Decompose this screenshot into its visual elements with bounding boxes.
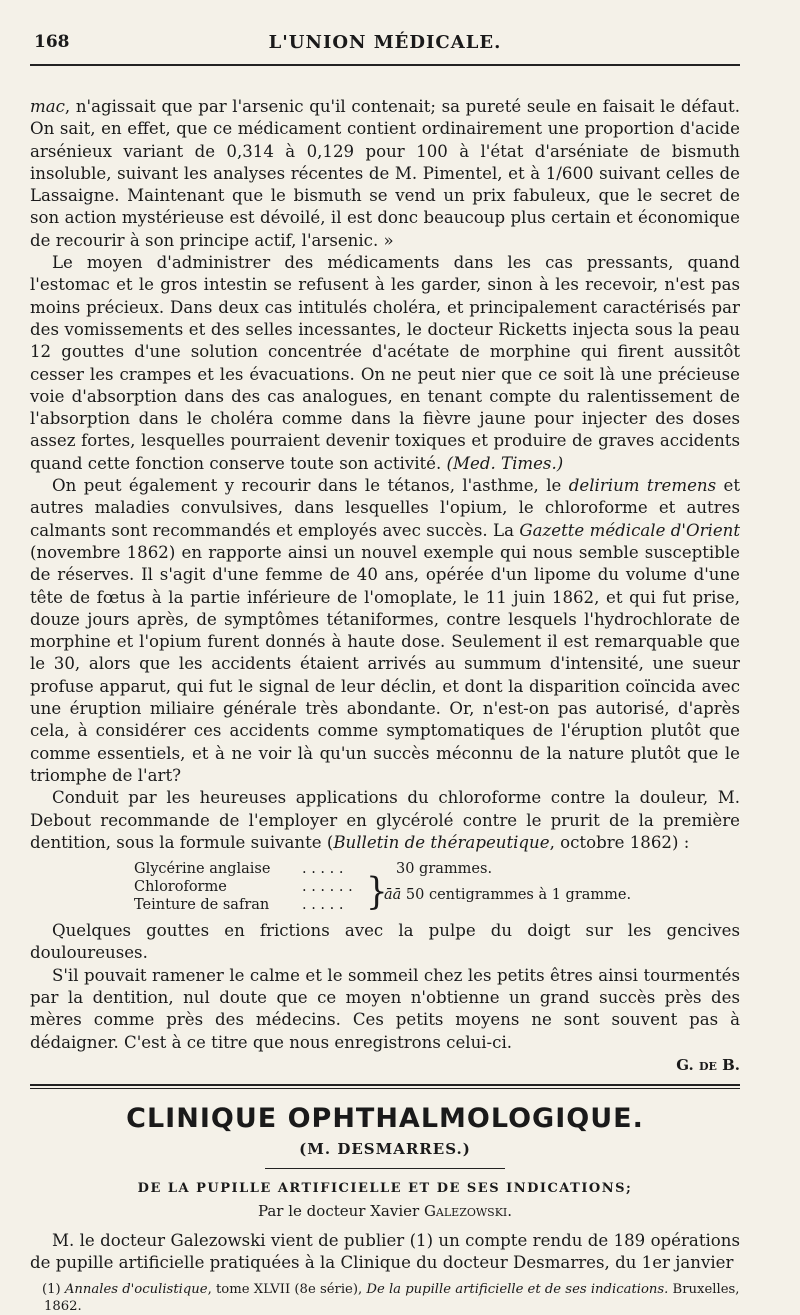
italic-journal: Gazette médicale d'Orient: [519, 520, 740, 540]
section-title: CLINIQUE OPHTHALMOLOGIQUE.: [126, 1103, 644, 1135]
signature: G. de B.: [676, 1055, 740, 1074]
article-author: [30, 1202, 740, 1220]
paragraph-1-text: , n'agissait que par l'arsenic qu'il contenait; sa pureté seule en faisait le défaut. On sait, en effet, que ce médicament contient ordinairement une proportion d'acide arsénieux variant de 0,314 à 0,129 pour 100 à l'état d'arséniate de bismuth insoluble, suivant les analyses récentes de M. Pimentel, et à 1/600 suivant celles de Lassaigne. Maintenant que le bismuth se vend un prix fabuleux, que le secret de son action mystérieuse est dévoilé, il est donc beaucoup plus certain et économique de recourir à son principe actif, l'arsenic. »: [30, 97, 740, 250]
paragraph-3-part-c: (novembre 1862) en rapporte ainsi un nouvel exemple qui nous semble susceptible de réserves. Il s'agit d'une femme de 40 ans, opérée d'un lipome du volume d'une tête de fœtus à la partie inférieure de l'omoplate, le 11 juin 1862, et qui fut prise, douze jours après, de symptômes tétaniformes, contre lesquels l'hydrochlorate de morphine et l'opium furent donnés à haute dose. Seulement il est remarquable que le 30, alors que les accidents étaient arrivés au summum d'intensité, une sueur profuse apparut, qui fut le signal de leur déclin, et dont la disparition coïncida avec une éruption miliaire générale très abondante. Or, n'est-on pas autorisé, d'après cela, à considérer ces accidents comme symptomatiques de l'éruption plutôt que comme essentiels, et à ne voir là qu'un succès méconnu de la nature plutôt que le triomphe de l'art?: [30, 542, 740, 785]
article-text: [30, 96, 740, 1076]
formula-dots: . . . . .: [302, 897, 344, 914]
paragraph-3-part-b: et autres maladies convulsives, dans lesquelles l'opium, le chloroforme et autres calmants sont recommandés et employés avec succès. La: [30, 476, 741, 540]
footnote-mid: , tome XLVII (8e série),: [207, 1281, 367, 1297]
paragraph-2: [30, 252, 740, 475]
formula-quantity-text: 50 centigrammes à 1 gramme.: [401, 887, 632, 904]
brace-glyph: }: [366, 870, 388, 915]
formula-ingredient: Glycérine anglaise: [134, 861, 271, 878]
italic-bulletin: Bulletin de thérapeutique: [333, 832, 550, 852]
paragraph-4-part-a: Conduit par les heureuses applications du chloroforme contre la douleur, M. Debout recommande de l'employer en glycérolé contre le prurit de la première dentition, sous la formule suivante (: [30, 788, 740, 852]
footnote-journal: Annales d'oculistique: [64, 1281, 208, 1297]
paragraph-4: [30, 787, 740, 854]
short-rule: [265, 1168, 505, 1169]
journal-title: L'UNION MÉDICALE.: [268, 32, 502, 53]
author-name: Galezowski.: [423, 1202, 513, 1221]
formula-quantity: 30 grammes.: [396, 861, 493, 878]
section-rule: [30, 1088, 740, 1089]
paragraph-3: [30, 475, 740, 787]
paragraph-4-part-b: , octobre 1862) :: [549, 832, 690, 852]
section-subtitle: (M. DESMARRES.): [299, 1140, 471, 1159]
footnote: [30, 1281, 740, 1315]
paragraph-5: Quelques gouttes en frictions avec la pulpe du doigt sur les gencives douloureuses.: [30, 921, 740, 963]
footnote-place: Bruxelles, 1862.: [44, 1281, 740, 1314]
paragraph-6-text: S'il pouvait ramener le calme et le sommeil chez les petits êtres ainsi tourmentés par la dentition, nul doute que ce moyen n'obtienne un grand succès près des mères comme près des médecins. Ces petits moyens ne sont souvent pas à dédaigner. C'est à ce titre que nous enregistrons celui-ci.: [30, 965, 740, 1052]
citation: (Med. Times.): [446, 453, 564, 473]
ana-symbol: āā: [384, 887, 402, 904]
paragraph-6: [30, 965, 740, 1054]
article-body: M. le docteur Galezowski vient de publier (1) un compte rendu de 189 opérations de pupille artificielle pratiquées à la Clinique du docteur Desmarres, du 1er janvier: [30, 1231, 740, 1273]
formula-ingredient: Teinture de safran: [134, 897, 270, 914]
header-rule: [30, 64, 740, 66]
formula-dots: . . . . . .: [302, 879, 353, 896]
paragraph-1: [30, 96, 740, 252]
footnote-title: De la pupille artificielle et de ses indications.: [366, 1281, 669, 1297]
running-head: [30, 22, 740, 56]
section-rule: [30, 1084, 740, 1086]
page-number: 168: [34, 32, 70, 52]
author-prefix: Par le docteur Xavier: [257, 1202, 424, 1221]
formula-ingredient: Chloroforme: [134, 879, 227, 896]
page: [30, 22, 740, 1315]
paragraph-3-part-a: On peut également y recourir dans le tétanos, l'asthme, le: [52, 476, 569, 496]
article-title: DE LA PUPILLE ARTIFICIELLE ET DE SES INDICATIONS;: [137, 1181, 633, 1197]
formula-quantity: [384, 886, 631, 904]
italic-term: delirium tremens: [568, 476, 717, 496]
footnote-mark: (1): [42, 1281, 65, 1297]
paragraph-2-text: Le moyen d'administrer des médicaments dans les cas pressants, quand l'estomac et le gros intestin se refusent à les garder, sinon à les recevoir, n'est pas moins précieux. Dans deux cas intitulés choléra, et principalement caractérisés par des vomissements et des selles incessantes, le docteur Ricketts injecta sous la peau 12 gouttes d'une solution concentrée d'acétate de morphine qui firent aussitôt cesser les crampes et les évacuations. On ne peut nier que ce soit là une précieuse voie d'absorption dans des cas analogues, en tenant compte du ralentissement de l'absorption dans le choléra comme dans la fièvre jaune pour injecter des doses assez fortes, lesquelles pourraient devenir toxiques et produire de graves accidents quand cette fonction conserve toute son activité.: [30, 253, 740, 473]
italic-word: mac: [30, 97, 65, 116]
prescription-formula: [134, 858, 740, 914]
formula-dots: . . . . .: [302, 861, 344, 878]
